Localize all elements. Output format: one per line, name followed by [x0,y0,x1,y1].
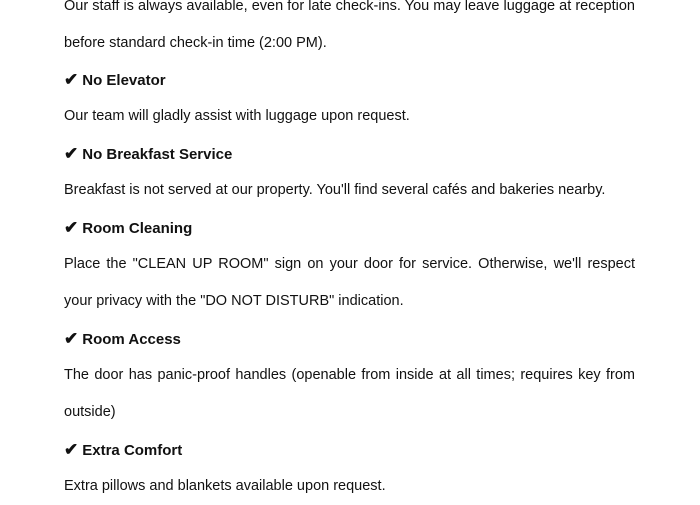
checkmark-icon: ✔ [64,329,79,348]
room-cleaning-paragraph: Place the "CLEAN UP ROOM" sign on your door for service. Otherwise, we'll respect your privacy with the "DO NOT DISTURB" indication. [64,256,635,309]
heading-extra-comfort [64,440,182,461]
heading-label: No Breakfast Service [82,146,233,163]
heading-no-breakfast [64,144,232,165]
heading-room-access [64,329,181,350]
extra-comfort-paragraph: Extra pillows and blankets available upon request. [64,478,386,494]
heading-room-cleaning [64,218,192,239]
check-in-paragraph: Our staff is always available, even for late check-ins. You may leave luggage at reception before standard check-in time (2:00 PM). [64,0,635,51]
heading-no-elevator [64,70,166,91]
heading-label: No Elevator [82,72,166,89]
checkmark-icon: ✔ [64,144,79,163]
heading-label: Room Cleaning [82,220,193,237]
checkmark-icon: ✔ [64,218,79,237]
heading-label: Room Access [82,331,181,348]
room-access-paragraph: The door has panic-proof handles (openable from inside at all times; requires key from outside) [64,367,635,420]
no-elevator-paragraph: Our team will gladly assist with luggage upon request. [64,108,410,124]
no-breakfast-paragraph: Breakfast is not served at our property. You'll find several cafés and bakeries nearby. [64,182,606,198]
heading-label: Extra Comfort [82,442,183,459]
checkmark-icon: ✔ [64,70,79,89]
checkmark-icon: ✔ [64,440,79,459]
